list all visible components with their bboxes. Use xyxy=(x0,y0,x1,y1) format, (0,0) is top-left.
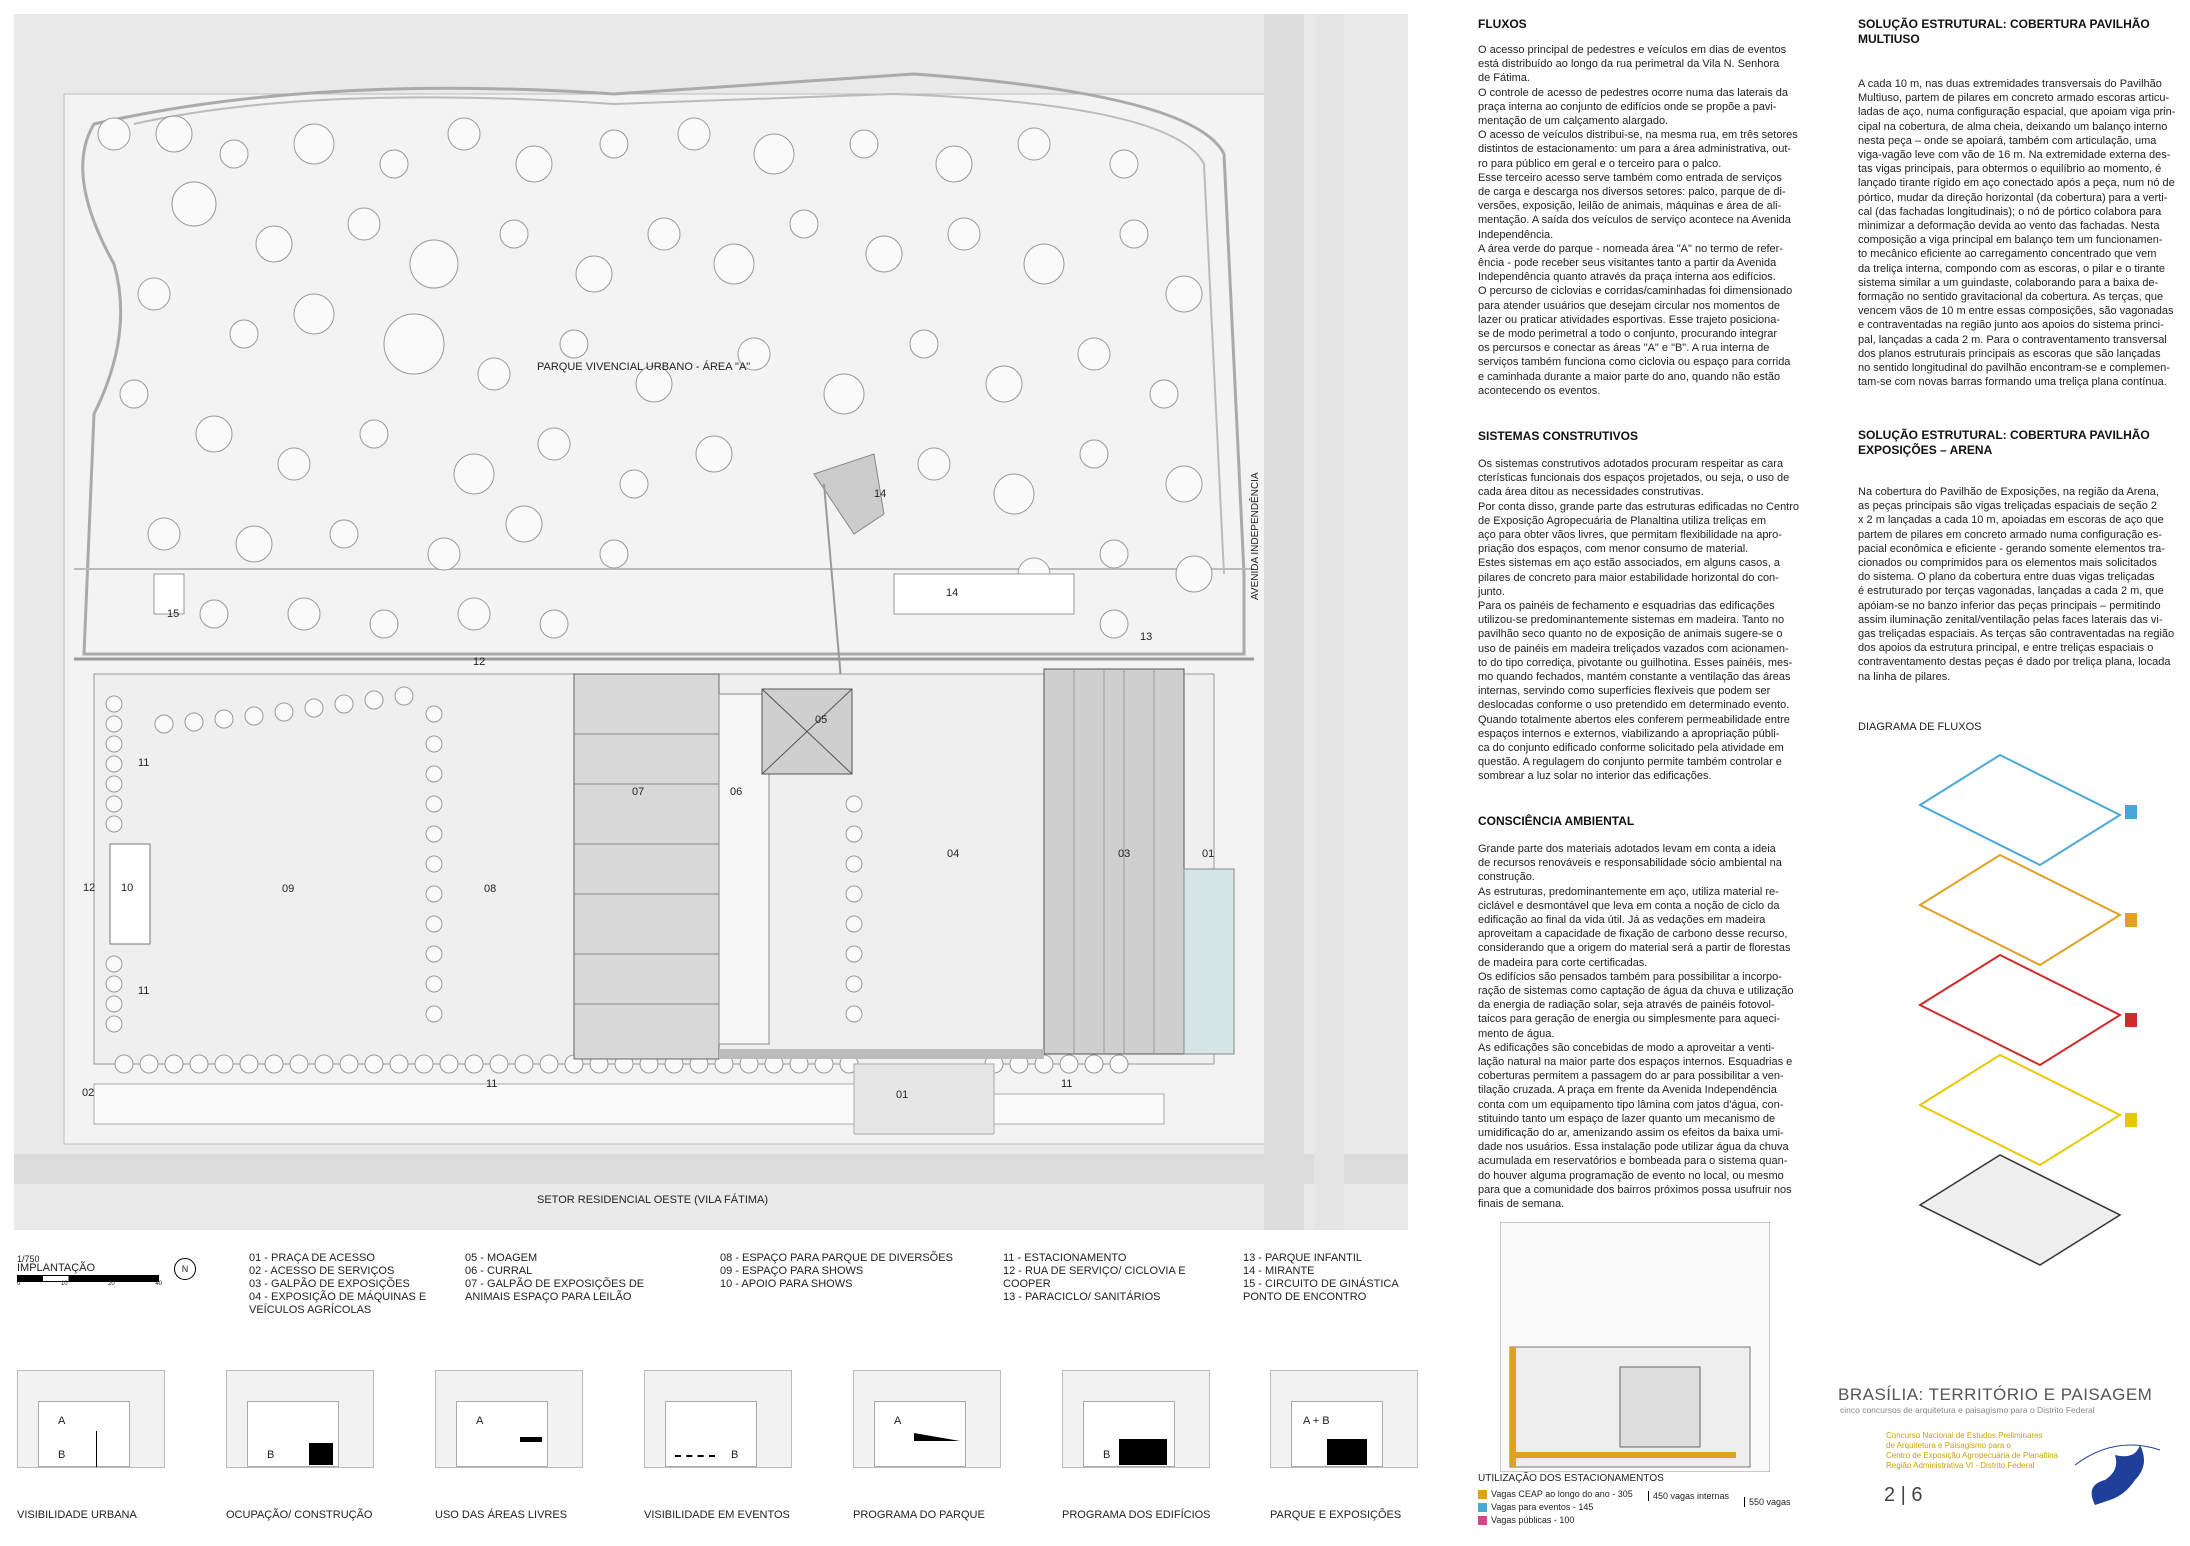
scale-ticks xyxy=(17,1281,162,1287)
flow-diagram xyxy=(1900,745,2160,1325)
plan-label-area-a: PARQUE VIVENCIAL URBANO - ÁREA "A" xyxy=(537,361,751,373)
plan-label-15: 15 xyxy=(167,608,180,620)
thumb-mark-a: A xyxy=(58,1415,66,1427)
sistemas-title: SISTEMAS CONSTRUTIVOS xyxy=(1478,429,1639,443)
estrutural1-title: SOLUÇÃO ESTRUTURAL: COBERTURA PAVILHÃO MULTIUSO xyxy=(1858,17,2150,46)
scale-title: IMPLANTAÇÃO xyxy=(17,1262,96,1274)
thumb-wedge xyxy=(914,1433,960,1441)
brand-lake-icon xyxy=(2065,1425,2165,1525)
legend-col-2: 05 - MOAGEM 06 - CURRAL 07 - GALPÃO DE EXPOSIÇÕES DE ANIMAIS ESPAÇO PARA LEILÃO xyxy=(465,1252,645,1303)
scale-tick-40: 40 xyxy=(155,1281,162,1287)
parking-row-publicas-text: Vagas públicas - 100 xyxy=(1491,1515,1575,1525)
parking-site-drawing xyxy=(1500,1222,1770,1472)
thumb-ocupacao xyxy=(226,1370,374,1468)
parking-row-ceap xyxy=(1478,1488,1633,1501)
plan-label-02: 02 xyxy=(82,1087,95,1099)
scale-tick-20: 20 xyxy=(108,1281,115,1287)
plan-label-sector: SETOR RESIDENCIAL OESTE (VILA FÁTIMA) xyxy=(537,1194,769,1206)
plan-label-14a: 14 xyxy=(874,488,887,500)
plan-label-01b: 01 xyxy=(896,1089,909,1101)
parking-row-eventos-text: Vagas para eventos - 145 xyxy=(1491,1502,1594,1512)
plan-label-11b: 11 xyxy=(138,985,150,997)
parking-list xyxy=(1478,1488,1633,1527)
flow-layer-bike xyxy=(1920,1055,2120,1165)
plan-label-11a: 11 xyxy=(138,757,150,769)
parking-row-ceap-text: Vagas CEAP ao longo do ano - 305 xyxy=(1491,1489,1633,1499)
estrutural1-body: A cada 10 m, nas duas extremidades transversais do Pavilhão Multiuso, partem de pilares em concreto armado escoras articu- ladas de aço, numa configuração espacial, que apoiam viga prin- cipal na cobertura, de alma cheia, deixando um balanço interno nesta peça – onde se apoiará, também com articulação, uma viga-vagão leve com vão de 16 m. Na extremidade externa des- tas vigas principais, para obtermos o equilíbrio ao momento, é lançado tirante rígido em aço conectado após a peça, num nó de pórtico, mudar da direção horizontal (da cobertura) para a verti- cal (das fachadas longitudinais); o nó de pórtico colabora para minimizar a deformação devida ao vento das fachadas. Nesta composição a viga principal em balanço tem um funcionamen- to mecânico eficiente ao carregamento concentrado que vem da treliça interna, compondo com as escoras, o pilar e o tirante sistema similar a um guindaste, colaborando para a baixa de- formação no sentido gravitacional da cobertura. As terças, que vencem vãos de 10 m entre essas composições, são vagonadas e contraventadas na região junto aos apoios do sistema princi- pal, lançadas a cada 2 m. Para o contraventamento transversal dos planos estruturais principais as escoras que são lançadas no sentido longitudinal do pavilhão encontram-se e complemen- tam-se com novas barras formando uma treliça plana contínua. xyxy=(1858,78,2176,389)
plan-label-09: 09 xyxy=(282,883,295,895)
sistemas-body: Os sistemas construtivos adotados procuram respeitar as cara cterísticas funcionais dos espaços projetados, ou seja, o uso de cada área ditou as necessidades construtivas. Por conta disso, grande parte das estruturas edificadas no Centro de Exposição Agropecuária de Planaltina utiliza treliças em aço para obter vãos livres, que permitam flexibilidade na apro- priação dos espaços, com menor consumo de material. Estes sistemas em aço estão associados, em alguns casos, a pilares de concreto para maior estabilidade horizontal do con- junto. Para os painéis de fechamento e esquadrias das edificações utilizou-se predominantemente sistemas em madeira. Tanto no pavilhão seco quanto no de exposição de animais sugere-se o uso de painéis em madeira treliçados vazados com acionamen- to do tipo corrediça, pivotante ou guilhotina. Esses painéis, mes- mo quando fechados, mantém constante a ventilação das áreas internas, servindo como superfícies flexíveis que podem ser deslocadas conforme o uso pretendido em determinado evento. Quando totalmente abertos eles conferem permeabilidade entre espaços internos e externos, viabilizando a apropriação públi- ca do conjunto edificado conforme solicitado pela atividade em questão. A regulagem do conjunto permite também controlar e sombrear a luz solar no interior das edificações. xyxy=(1478,458,1800,783)
thumb-solid-block xyxy=(1119,1439,1167,1465)
arrow-icon xyxy=(96,1431,97,1467)
thumb-label-7: PARQUE E EXPOSIÇÕES xyxy=(1270,1509,1402,1521)
thumb-programa-parque xyxy=(853,1370,1001,1468)
thumb-uso-areas-livres xyxy=(435,1370,583,1468)
swatch-eventos xyxy=(1478,1503,1487,1512)
plan-label-03: 03 xyxy=(1118,848,1131,860)
site-plan xyxy=(14,14,1408,1230)
legend-col-3: 08 - ESPAÇO PARA PARQUE DE DIVERSÕES 09 - ESPAÇO PARA SHOWS 10 - APOIO PARA SHOWS xyxy=(720,1252,953,1290)
flow-layer-base xyxy=(1920,1155,2120,1265)
thumb-block xyxy=(665,1401,757,1467)
plan-label-06: 06 xyxy=(730,786,743,798)
thumb-mark-b: B xyxy=(267,1449,275,1461)
legend-col-4: 11 - ESTACIONAMENTO 12 - RUA DE SERVIÇO/ CICLOVIA E COOPER 13 - PARACICLO/ SANITÁRIOS xyxy=(1003,1252,1186,1303)
north-label: N xyxy=(181,1264,189,1274)
page-number: 2 | 6 xyxy=(1884,1484,1923,1506)
thumb-solid-block xyxy=(1327,1439,1367,1465)
flow-layer-vehicle xyxy=(1920,955,2120,1065)
thumb-block xyxy=(38,1401,130,1467)
plan-label-14b: 14 xyxy=(946,587,959,599)
flow-layer-service xyxy=(1920,855,2120,965)
estrutural2-title: SOLUÇÃO ESTRUTURAL: COBERTURA PAVILHÃO EXPOSIÇÕES – ARENA xyxy=(1858,428,2150,457)
thumb-programa-edificios xyxy=(1062,1370,1210,1468)
fluxos-title: FLUXOS xyxy=(1478,17,1527,31)
thumb-mark-a: A xyxy=(894,1415,902,1427)
plan-label-05: 05 xyxy=(815,714,828,726)
plan-label-12: 12 xyxy=(473,656,486,668)
consciencia-body: Grande parte dos materiais adotados levam em conta a ideia de recursos renováveis e responsabilidade sócio ambiental na construção. As estruturas, predominantemente em aço, utiliza material re- ciclável e desmontável que leva em conta a noção de ciclo da edificação ao final da vida útil. Já as vedações em madeira aproveitam a capacidade de fixação de carbono desse recurso, considerando que a origem do material será a partir de florestas de madeira para corte certificadas. Os edifícios são pensados também para possibilitar a incorpo- ração de sistemas como captação de água da chuva e utilização da energia de radiação solar, seja através de painéis fotovol- taicos para geração de energia ou simplesmente para aqueci- mento de água. As edificações são concebidas de modo a aproveitar a venti- lação natural na maior parte dos espaços internos. Esquadrias e coberturas permitem a passagem do ar para possibilitar a ven- tilação cruzada. A praça em frente da Avenida Independência conta com um equipamento tipo lâmina com jatos d'água, con- stituindo tanto um espaço de lazer quanto um mecanismo de umidificação do ar, amenizando assim os efeitos da baixa umi- dade nos usuários. Essa instalação pode utilizar água da chuva acumulada em reservatórios e bombeada para o sistema quan- do houver alguma programação de evento no local, ou mesmo para que a comunidade dos bairros próximos possa usufruir nos finais de semana. xyxy=(1478,843,1794,1211)
fluxos-body: O acesso principal de pedestres e veículos em dias de eventos está distribuído ao longo da rua perimetral da Vila N. Senhora de Fátima. O controle de acesso de pedestres ocorre numa das laterais da praça interna ao conjunto de edifícios onde se propõe a pavi- mentação de um calçamento alargado. O acesso de veículos distribui-se, na mesma rua, em três setores distintos de estacionamento: um para a área administrativa, out- ro para público em geral e o terceiro para o palco. Esse terceiro acesso serve também como entrada de serviços de carga e descarga nos diversos setores: palco, parque de di- versões, exposição, leilão de animais, máquinas e área de ali- mentação. A saída dos veículos de serviço acontece na Avenida Independência. A área verde do parque - nomeada área "A" no termo de refer- ência - pode receber seus visitantes tanto a partir da Avenida Independência quanto através da praça interna aos edifícios. O percurso de ciclovias e corridas/caminhadas foi dimensionado para atender usuários que desejam circular nos momentos de lazer ou praticar atividades esportivas. Esse trajeto posiciona- se de modo perimetral a todo o conjunto, procurando integrar os percursos e conectar as áreas "A" e "B". A rua interna de serviços também funciona como ciclovia ou espaço para corrida e caminhada durante a maior parte do ano, quando não estão acontecendo os eventos. xyxy=(1478,44,1798,397)
scale-tick-10: 10 xyxy=(60,1281,68,1287)
thumb-label-5: PROGRAMA DO PARQUE xyxy=(853,1509,985,1521)
plan-label-11c: 11 xyxy=(486,1078,498,1090)
bus-icon xyxy=(2125,913,2137,927)
thumb-visibilidade-eventos xyxy=(644,1370,792,1468)
plan-label-01: 01 xyxy=(1202,848,1215,860)
parking-subtotal: 450 vagas internas xyxy=(1648,1491,1729,1501)
brand-subtitle: cinco concursos de arquitetura e paisagismo para o Distrito Federal xyxy=(1840,1405,2095,1415)
swatch-ceap xyxy=(1478,1490,1487,1499)
plan-label-10: 10 xyxy=(121,882,134,894)
plan-label-11d: 11 xyxy=(1061,1078,1073,1090)
thumb-label-3: USO DAS ÁREAS LIVRES xyxy=(435,1509,568,1521)
estrutural2-body: Na cobertura do Pavilhão de Exposições, na região da Arena, as peças principais são vigas treliçadas espaciais de seção 2 x 2 m lançadas a cada 10 m, apoiadas em escoras de aço que partem de pilares em concreto armado numa configuração es- pacial econômica e eficiente - gerando somente elementos tra- cionados ou comprimidos para os elementos mais solicitados do sistema. O plano da cobertura entre duas vigas treliçadas é estruturado por terças vagonadas, lançadas a cada 2 m, que apóiam-se no banzo inferior das peças principais – permitindo assim iluminação zenital/ventilação pelas faces laterais das vi- gas treliçadas espaciais. As terças são contraventadas na região dos apoios da estrutura principal, e entre treliças espaciais o contraventamento destas peças é dado por treliça plana, locada na linha de pilares. xyxy=(1858,486,2175,683)
thumb-mark-a: A xyxy=(476,1415,484,1427)
car-icon xyxy=(2125,1013,2137,1027)
thumb-bar xyxy=(520,1437,542,1442)
legend-col-1: 01 - PRAÇA DE ACESSO 02 - ACESSO DE SERVIÇOS 03 - GALPÃO DE EXPOSIÇÕES 04 - EXPOSIÇÃO DE MÁQUINAS E VEÍCULOS AGRÍCOLAS xyxy=(249,1252,427,1316)
legend-col-5: 13 - PARQUE INFANTIL 14 - MIRANTE 15 - CIRCUITO DE GINÁSTICA PONTO DE ENCONTRO xyxy=(1243,1252,1399,1303)
flow-layer-pedestrian xyxy=(1920,755,2120,865)
thumb-mark-b: B xyxy=(1103,1449,1111,1461)
plan-label-avenue: AVENIDA INDEPENDÊNCIA xyxy=(1250,472,1261,600)
thumb-parque-exposicoes xyxy=(1270,1370,1418,1468)
brand-contest: Concurso Nacional de Estudos Preliminares de Arquitetura e Paisagismo para o Centro de Exposição Agropecuária de Planaltina Região Administrativa VI - Distrito Federal xyxy=(1886,1431,2059,1470)
site-plan-drawing xyxy=(14,14,1408,1230)
parking-title: UTILIZAÇÃO DOS ESTACIONAMENTOS xyxy=(1478,1473,1664,1484)
parking-row-eventos xyxy=(1478,1501,1633,1514)
bike-icon xyxy=(2125,1113,2137,1127)
scale-tick-0: 0 xyxy=(17,1281,21,1287)
plan-label-13: 13 xyxy=(1140,631,1153,643)
plan-label-04: 04 xyxy=(947,848,960,860)
swatch-publicas xyxy=(1478,1516,1487,1525)
scale-ratio: 1/750 xyxy=(17,1254,40,1264)
thumb-label-2: OCUPAÇÃO/ CONSTRUÇÃO xyxy=(226,1509,373,1521)
thumb-mark-b: B xyxy=(58,1449,66,1461)
parking-row-publicas xyxy=(1478,1514,1633,1527)
thumb-mark-ab: A + B xyxy=(1303,1415,1330,1427)
pedestrian-icon xyxy=(2125,805,2137,819)
thumb-mark-b: B xyxy=(731,1449,739,1461)
north-arrow-icon xyxy=(174,1258,196,1280)
consciencia-title: CONSCIÊNCIA AMBIENTAL xyxy=(1478,814,1635,828)
brand-title: BRASÍLIA: TERRITÓRIO E PAISAGEM xyxy=(1838,1385,2153,1404)
diagrama-title: DIAGRAMA DE FLUXOS xyxy=(1858,721,1982,733)
plan-label-07: 07 xyxy=(632,786,645,798)
thumb-label-4: VISIBILIDADE EM EVENTOS xyxy=(644,1509,790,1521)
arrow-icon xyxy=(675,1455,715,1457)
parking-total: 550 vagas xyxy=(1744,1497,1791,1507)
thumb-block xyxy=(456,1401,548,1467)
thumb-solid-block xyxy=(309,1443,333,1465)
thumb-label-6: PROGRAMA DOS EDIFÍCIOS xyxy=(1062,1509,1211,1521)
thumb-visibilidade-urbana xyxy=(17,1370,165,1468)
plan-label-08: 08 xyxy=(484,883,497,895)
thumb-label-1: VISIBILIDADE URBANA xyxy=(17,1509,137,1521)
plan-label-12b: 12 xyxy=(83,882,96,894)
